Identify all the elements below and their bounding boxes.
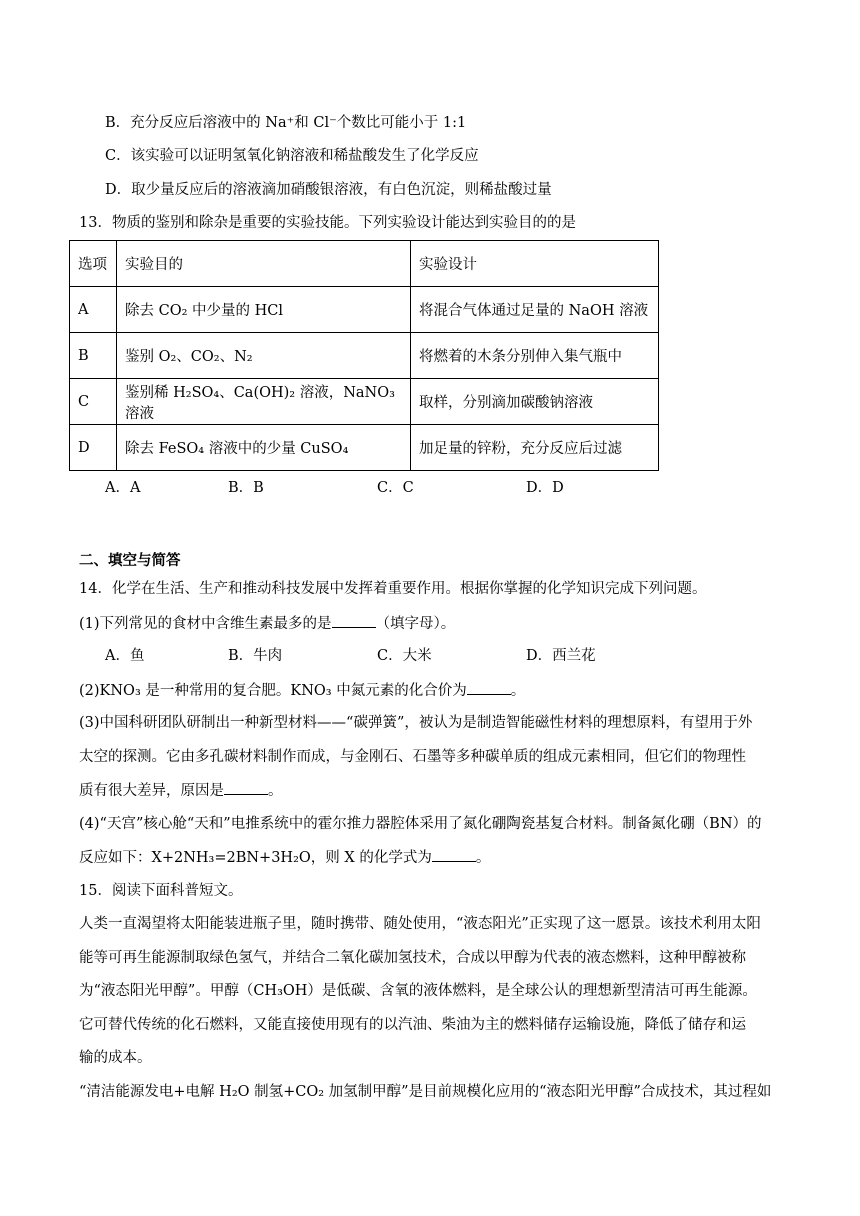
- table-header-cell: 实验设计: [411, 241, 659, 287]
- table-cell: 取样，分别滴加碳酸钠溶液: [411, 379, 659, 425]
- q14-part2-tail: 。: [510, 683, 526, 699]
- table-cell: 将混合气体通过足量的 NaOH 溶液: [411, 287, 659, 333]
- table-row: [70, 333, 659, 379]
- q14-part4-tail: 。: [475, 850, 491, 866]
- q15-line6: “清洁能源发电+电解 H₂O 制氢+CO₂ 加氢制甲醇”是目前规模化应用的“液态阳光甲醇”合成技术，其过程如: [79, 1084, 772, 1100]
- section-title: 二、填空与简答: [79, 553, 181, 569]
- q14-part1-tail: （填字母）。: [375, 616, 456, 632]
- answer-blank[interactable]: [432, 847, 476, 862]
- q14-part4-text: 反应如下：X+2NH₃=2BN+3H₂O，则 X 的化学式为: [79, 850, 432, 866]
- choice-b: B．牛肉: [228, 648, 283, 664]
- table-cell: 将燃着的木条分别伸入集气瓶中: [411, 333, 659, 379]
- q14-part4-line1: (4)“天宫”核心舱“天和”电推系统中的霍尔推力器腔体采用了氮化硼陶瓷基复合材料。制备氮化硼（BN）的: [79, 816, 762, 832]
- q12-option-d: D．取少量反应后的溶液滴加硝酸银溶液，有白色沉淀，则稀盐酸过量: [105, 182, 552, 198]
- choice-a: A．鱼: [105, 648, 145, 664]
- table-row: [70, 425, 659, 471]
- q14-part3-tail: 。: [268, 783, 283, 799]
- choice-c: C．大米: [377, 648, 432, 664]
- table-header-cell: 实验目的: [117, 241, 411, 287]
- q14-part4-line2: [79, 847, 490, 868]
- table-cell: 除去 FeSO₄ 溶液中的少量 CuSO₄: [117, 425, 411, 471]
- q15-line3: 为“液态阳光甲醇”。甲醇（CH₃OH）是低碳、含氧的液体燃料，是全球公认的理想新型清洁可再生能源。: [79, 983, 757, 999]
- q14-part3-line3: [79, 780, 283, 801]
- q13-table: [69, 240, 659, 471]
- choice-a: A．A: [105, 480, 141, 496]
- table-cell: 加足量的锌粉，充分反应后过滤: [411, 425, 659, 471]
- choice-b: B．B: [228, 480, 264, 496]
- table-header-cell: 选项: [70, 241, 117, 287]
- answer-blank[interactable]: [467, 680, 511, 695]
- table-cell: 除去 CO₂ 中少量的 HCl: [117, 287, 411, 333]
- q15-stem: 15．阅读下面科普短文。: [79, 883, 243, 899]
- q14-stem: 14．化学在生活、生产和推动科技发展中发挥着重要作用。根据你掌握的化学知识完成下列问题。: [79, 581, 707, 597]
- q13-stem: 13．物质的鉴别和除杂是重要的实验技能。下列实验设计能达到实验目的的是: [79, 215, 576, 231]
- answer-blank[interactable]: [332, 613, 376, 628]
- table-cell: 鉴别 O₂、CO₂、N₂: [117, 333, 411, 379]
- table-cell: D: [70, 425, 117, 471]
- table-header-row: [70, 241, 659, 287]
- q12-option-c: C．该实验可以证明氢氧化钠溶液和稀盐酸发生了化学反应: [105, 148, 479, 164]
- table-cell: 鉴别稀 H₂SO₄、Ca(OH)₂ 溶液，NaNO₃ 溶液: [117, 379, 411, 425]
- q14-part2: [79, 680, 525, 701]
- q14-part2-text: (2)KNO₃ 是一种常用的复合肥。KNO₃ 中氮元素的化合价为: [79, 683, 467, 699]
- q15-line2: 能等可再生能源制取绿色氢气，并结合二氧化碳加氢技术，合成以甲醇为代表的液态燃料，这种甲醇被称: [79, 950, 746, 966]
- table-cell: C: [70, 379, 117, 425]
- q15-line4: 它可替代传统的化石燃料，又能直接使用现有的以汽油、柴油为主的燃料储存运输设施，降低了储存和运: [79, 1017, 746, 1033]
- q14-part3-text: 质有很大差异，原因是: [79, 783, 224, 799]
- q15-line5: 输的成本。: [79, 1050, 152, 1066]
- table-cell: B: [70, 333, 117, 379]
- table-row: [70, 379, 659, 425]
- q14-part3-line2: 太空的探测。它由多孔碳材料制作而成，与金刚石、石墨等多种碳单质的组成元素相同，但它们的物理性: [79, 749, 746, 765]
- table-cell: A: [70, 287, 117, 333]
- q12-option-b: B．充分反应后溶液中的 Na⁺和 Cl⁻个数比可能小于 1:1: [105, 115, 467, 131]
- q15-line1: 人类一直渴望将太阳能装进瓶子里，随时携带、随处使用，“液态阳光”正实现了这一愿景。该技术利用太阳: [79, 916, 761, 932]
- q14-part1-text: (1)下列常见的食材中含维生素最多的是: [79, 616, 332, 632]
- choice-d: D．D: [526, 480, 564, 496]
- table-row: [70, 287, 659, 333]
- q14-part1: [79, 613, 455, 634]
- choice-c: C．C: [377, 480, 414, 496]
- answer-blank[interactable]: [224, 780, 268, 795]
- q14-part3-line1: (3)中国科研团队研制出一种新型材料——“碳弹簧”，被认为是制造智能磁性材料的理想原料，有望用于外: [79, 715, 753, 731]
- choice-d: D．西兰花: [526, 648, 596, 664]
